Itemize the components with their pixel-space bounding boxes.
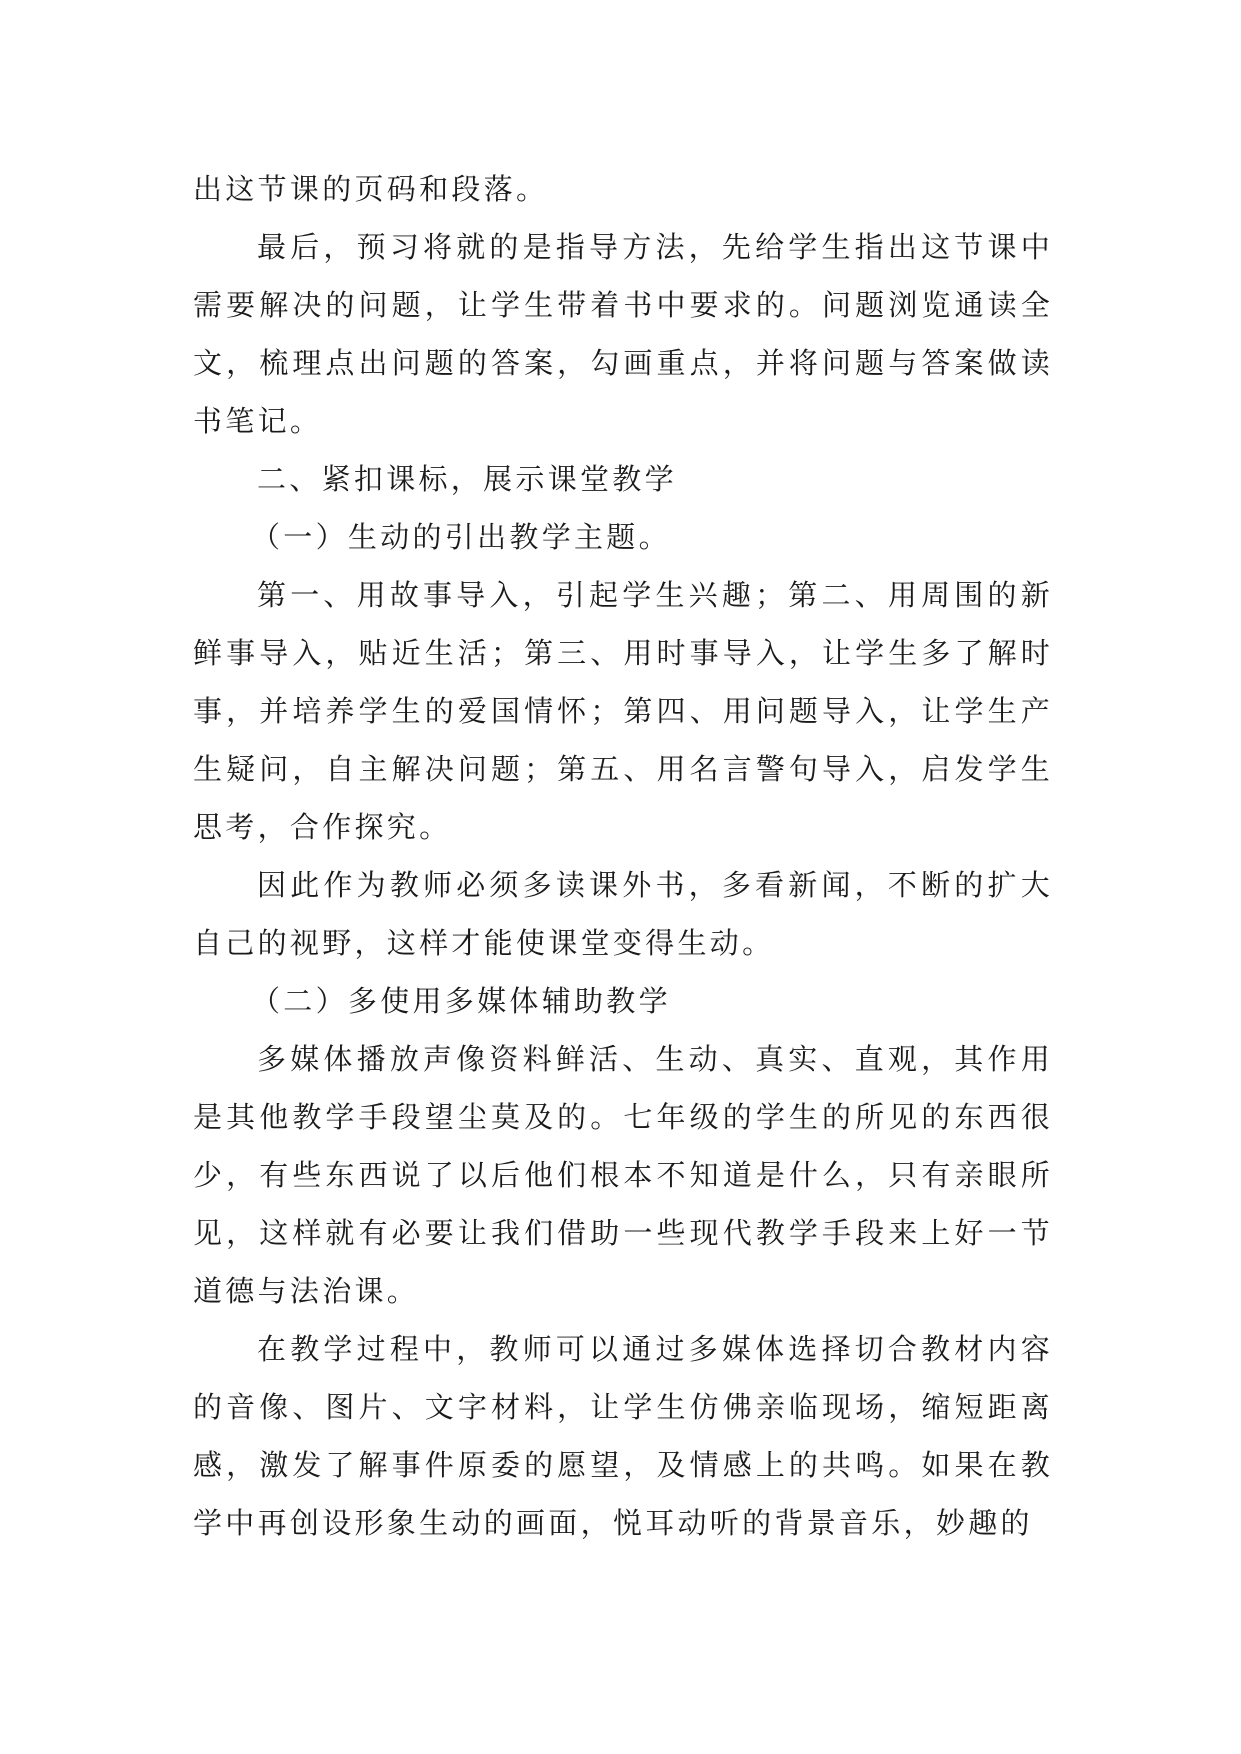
paragraph-continuation: 出这节课的页码和段落。 (193, 172, 549, 206)
subsection-heading-1: （一）生动的引出教学主题。 (251, 520, 671, 554)
section-heading-2: 二、紧扣课标，展示课堂教学 (257, 462, 677, 496)
paragraph-introduction-methods: 第一、用故事导入，引起学生兴趣；第二、用周围的新鲜事导入，贴近生活；第三、用时事导入，让学生多了解时事，并培养学生的爱国情怀；第四、用问题导入，让学生产生疑问，自主解决问题；第五、用名言警句导入，启发学生思考，合作探究。 (193, 578, 1053, 844)
paragraph-multimedia-process: 在教学过程中，教师可以通过多媒体选择切合教材内容的音像、图片、文字材料，让学生仿佛亲临现场，缩短距离感，激发了解事件原委的愿望，及情感上的共鸣。如果在教学中再创设形象生动的画面，悦耳动听的背景音乐，妙趣的 (193, 1332, 1053, 1540)
document-body (193, 160, 1053, 1552)
paragraph-teacher-reading: 因此作为教师必须多读课外书，多看新闻，不断的扩大自己的视野，这样才能使课堂变得生动。 (193, 868, 1053, 960)
paragraph-preview-method: 最后，预习将就的是指导方法，先给学生指出这节课中需要解决的问题，让学生带着书中要求的。问题浏览通读全文，梳理点出问题的答案，勾画重点，并将问题与答案做读书笔记。 (193, 230, 1053, 438)
subsection-heading-2: （二）多使用多媒体辅助教学 (251, 984, 671, 1018)
paragraph-multimedia-benefits: 多媒体播放声像资料鲜活、生动、真实、直观，其作用是其他教学手段望尘莫及的。七年级的学生的所见的东西很少，有些东西说了以后他们根本不知道是什么，只有亲眼所见，这样就有必要让我们借助一些现代教学手段来上好一节道德与法治课。 (193, 1042, 1053, 1308)
